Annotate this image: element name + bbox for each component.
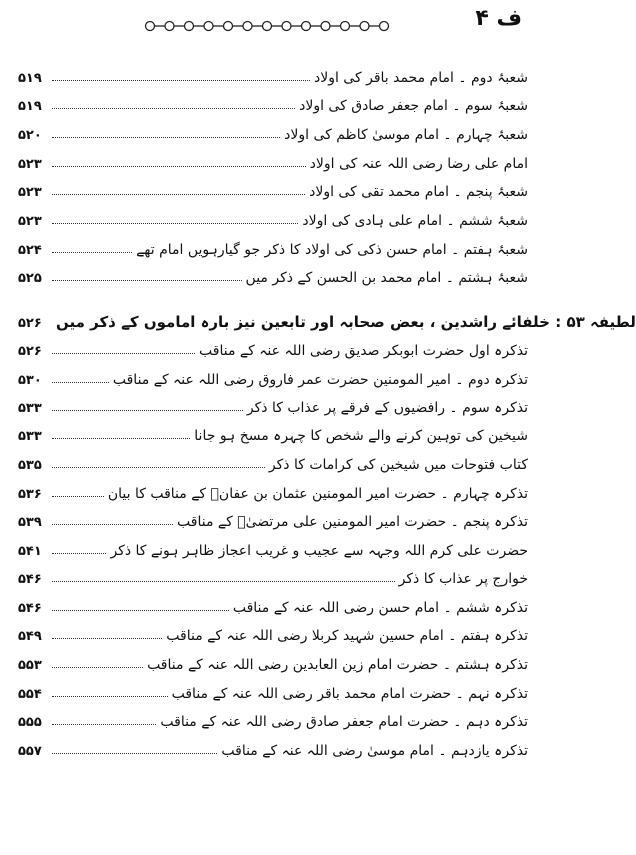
toc-entry: [18, 205, 528, 229]
toc-leader-dots: [52, 222, 298, 224]
toc-entry: [18, 392, 528, 416]
toc-entry: [18, 262, 528, 286]
ornament-ring: [146, 22, 155, 31]
toc-leader-dots: [52, 752, 217, 754]
toc-page-number: ۵۵۵: [18, 715, 42, 730]
toc-page-number: ۵۳۹: [18, 515, 42, 530]
toc-leader-dots: [52, 251, 132, 253]
toc-leader-dots: [52, 193, 305, 195]
toc-entry-title: امام علی رضا رضی اللہ عنہ کی اولاد: [309, 156, 528, 172]
toc-page-number: ۵۵۳: [18, 658, 42, 673]
toc-page-number: ۵۳۶: [18, 487, 42, 502]
toc-leader-dots: [52, 165, 306, 167]
toc-page-number: ۵۲۰: [18, 128, 42, 143]
toc-entry: [18, 62, 528, 86]
toc-entry-title: حضرت علی کرم اللہ وجہہ سے عجیب و غریب اعجاز ظاہر ہونے کا ذکر: [110, 543, 528, 559]
toc-entry-title: خوارج پر عذاب کا ذکر: [398, 571, 528, 587]
toc-entry-title: تذکرہ دہم ۔ حضرت امام جعفر صادق رضی اللہ عنہ کے مناقب: [160, 714, 528, 730]
toc-leader-dots: [52, 552, 106, 554]
toc-entry: [18, 563, 528, 587]
toc-leader-dots: [52, 352, 195, 354]
toc-leader-dots: [52, 466, 265, 468]
toc-entry: [18, 176, 528, 200]
ornament-ring: [302, 22, 311, 31]
toc-entry: [18, 90, 528, 114]
toc-page-number: ۵۵۴: [18, 687, 42, 702]
toc-entry-title: شعبۂ چہارم ۔ امام موسیٰ کاظم کی اولاد: [284, 127, 528, 143]
toc-leader-dots: [52, 666, 143, 668]
page-mark: ف ۴: [475, 6, 522, 31]
ornament-ring: [360, 22, 369, 31]
toc-entry: [18, 535, 528, 559]
toc-entry-title: شیخین کی توہین کرنے والے شخص کا چہرہ مسخ ہو جانا: [194, 428, 528, 444]
toc-page-number: ۵۲۶: [18, 344, 42, 359]
toc-entry-title: تذکرہ یازدہم ۔ امام موسیٰ رضی اللہ عنہ کے مناقب: [221, 743, 528, 759]
ornament-ring: [263, 22, 272, 31]
toc-page-number: ۵۲۳: [18, 185, 42, 200]
ornament-ring: [282, 22, 291, 31]
toc-entry: [18, 649, 528, 673]
toc-page-number: ۵۲۶: [18, 316, 42, 331]
toc-entry: [18, 148, 528, 172]
toc-page-number: ۵۵۷: [18, 744, 42, 759]
toc-page-number: ۵۱۹: [18, 99, 42, 114]
toc-leader-dots: [52, 495, 104, 497]
ornament-ring: [185, 22, 194, 31]
toc-entry: [18, 420, 528, 444]
toc-page-number: ۵۲۵: [18, 271, 42, 286]
toc-page-number: ۵۴۱: [18, 544, 42, 559]
toc-page-number: ۵۴۶: [18, 572, 42, 587]
ornament-ring: [321, 22, 330, 31]
toc-page-number: ۵۲۳: [18, 157, 42, 172]
ornament-ring: [224, 22, 233, 31]
toc-leader-dots: [52, 437, 190, 439]
toc-entry-title: تذکرہ چہارم ۔ حضرت امیر المومنین عثمان بن عفانؓ کے مناقب کا بیان: [107, 486, 528, 502]
toc-entry-title: تذکرہ دوم ۔ امیر المومنین حضرت عمر فاروق رضی اللہ عنہ کے مناقب: [112, 372, 528, 388]
toc-entry-title: تذکرہ سوم ۔ رافضیوں کے فرقے پر عذاب کا ذکر: [246, 400, 528, 416]
toc-entry: [18, 706, 528, 730]
toc-entry-title: تذکرہ ہفتم ۔ امام حسین شہید کربلا رضی اللہ عنہ کے مناقب: [166, 628, 528, 644]
toc-page-number: ۵۲۳: [18, 214, 42, 229]
toc-page-number: ۵۳۳: [18, 401, 42, 416]
toc-entry-title: تذکرہ نہم ۔ حضرت امام محمد باقر رضی اللہ عنہ کے مناقب: [171, 686, 528, 702]
toc-entry: [18, 735, 528, 759]
toc-entry: [18, 620, 528, 644]
toc-entry-title: تذکرہ اول حضرت ابوبکر صدیق رضی اللہ عنہ کے مناقب: [199, 343, 528, 359]
toc-page-number: ۵۳۰: [18, 373, 42, 388]
toc-entry-title: تذکرہ پنجم ۔ حضرت امیر المومنین علی مرتضیٰؓ کے مناقب: [177, 514, 528, 530]
toc-leader-dots: [52, 609, 229, 611]
ornament-border: [140, 14, 410, 38]
ornament-ring: [204, 22, 213, 31]
toc-entry: [18, 678, 528, 702]
toc-leader-dots: [52, 279, 242, 281]
toc-entry-title: شعبۂ ششم ۔ امام علی ہادی کی اولاد: [302, 213, 528, 229]
toc-entry: [18, 335, 528, 359]
toc-leader-dots: [52, 136, 280, 138]
toc-leader-dots: [52, 523, 173, 525]
toc-entry-title: تذکرہ ہشتم ۔ حضرت امام زین العابدین رضی اللہ عنہ کے مناقب: [147, 657, 528, 673]
page-header: [0, 6, 540, 46]
toc-page-number: ۵۲۴: [18, 243, 42, 258]
toc-entry: [18, 478, 528, 502]
toc-entry: [18, 592, 528, 616]
toc-leader-dots: [52, 580, 395, 582]
toc-entry-title: شعبۂ پنجم ۔ امام محمد تقی کی اولاد: [309, 184, 528, 200]
toc-page-number: ۵۴۹: [18, 629, 42, 644]
toc-leader-dots: [52, 409, 243, 411]
toc-entry: [18, 364, 528, 388]
toc-page-number: ۵۱۹: [18, 71, 42, 86]
toc-entry: [18, 449, 528, 473]
toc-entry: [18, 119, 528, 143]
toc-page-number: ۵۴۶: [18, 601, 42, 616]
ornament-ring: [380, 22, 389, 31]
ornament-ring: [341, 22, 350, 31]
toc-entry-title: شعبۂ دوم ۔ امام محمد باقر کی اولاد: [313, 70, 528, 86]
toc-page-number: ۵۳۳: [18, 429, 42, 444]
toc-entry-title: لطیفہ ۵۳ : خلفائے راشدین ، بعض صحابہ اور تابعین نیز بارہ اماموں کے ذکر میں: [56, 313, 636, 331]
toc-entry-title: شعبۂ ہفتم ۔ امام حسن ذکی کی اولاد کا ذکر جو گیارہویں امام تھے: [136, 242, 528, 258]
ornament-ring: [165, 22, 174, 31]
toc-leader-dots: [52, 107, 295, 109]
toc-entry-title: شعبۂ ہشتم ۔ امام محمد بن الحسن کے ذکر میں: [245, 270, 528, 286]
toc-entry-title: کتاب فتوحات میں شیخین کی کرامات کا ذکر: [268, 457, 528, 473]
toc-entry-title: تذکرہ ششم ۔ امام حسن رضی اللہ عنہ کے مناقب: [232, 600, 528, 616]
toc-page-number: ۵۳۵: [18, 458, 42, 473]
toc-leader-dots: [52, 723, 156, 725]
toc-leader-dots: [52, 79, 310, 81]
toc-leader-dots: [52, 381, 109, 383]
toc-section-heading: [18, 307, 636, 331]
toc-leader-dots: [52, 637, 162, 639]
toc-entry: [18, 506, 528, 530]
toc-entry: [18, 234, 528, 258]
ornament-ring: [243, 22, 252, 31]
toc-leader-dots: [52, 695, 168, 697]
toc-entry-title: شعبۂ سوم ۔ امام جعفر صادق کی اولاد: [299, 98, 528, 114]
